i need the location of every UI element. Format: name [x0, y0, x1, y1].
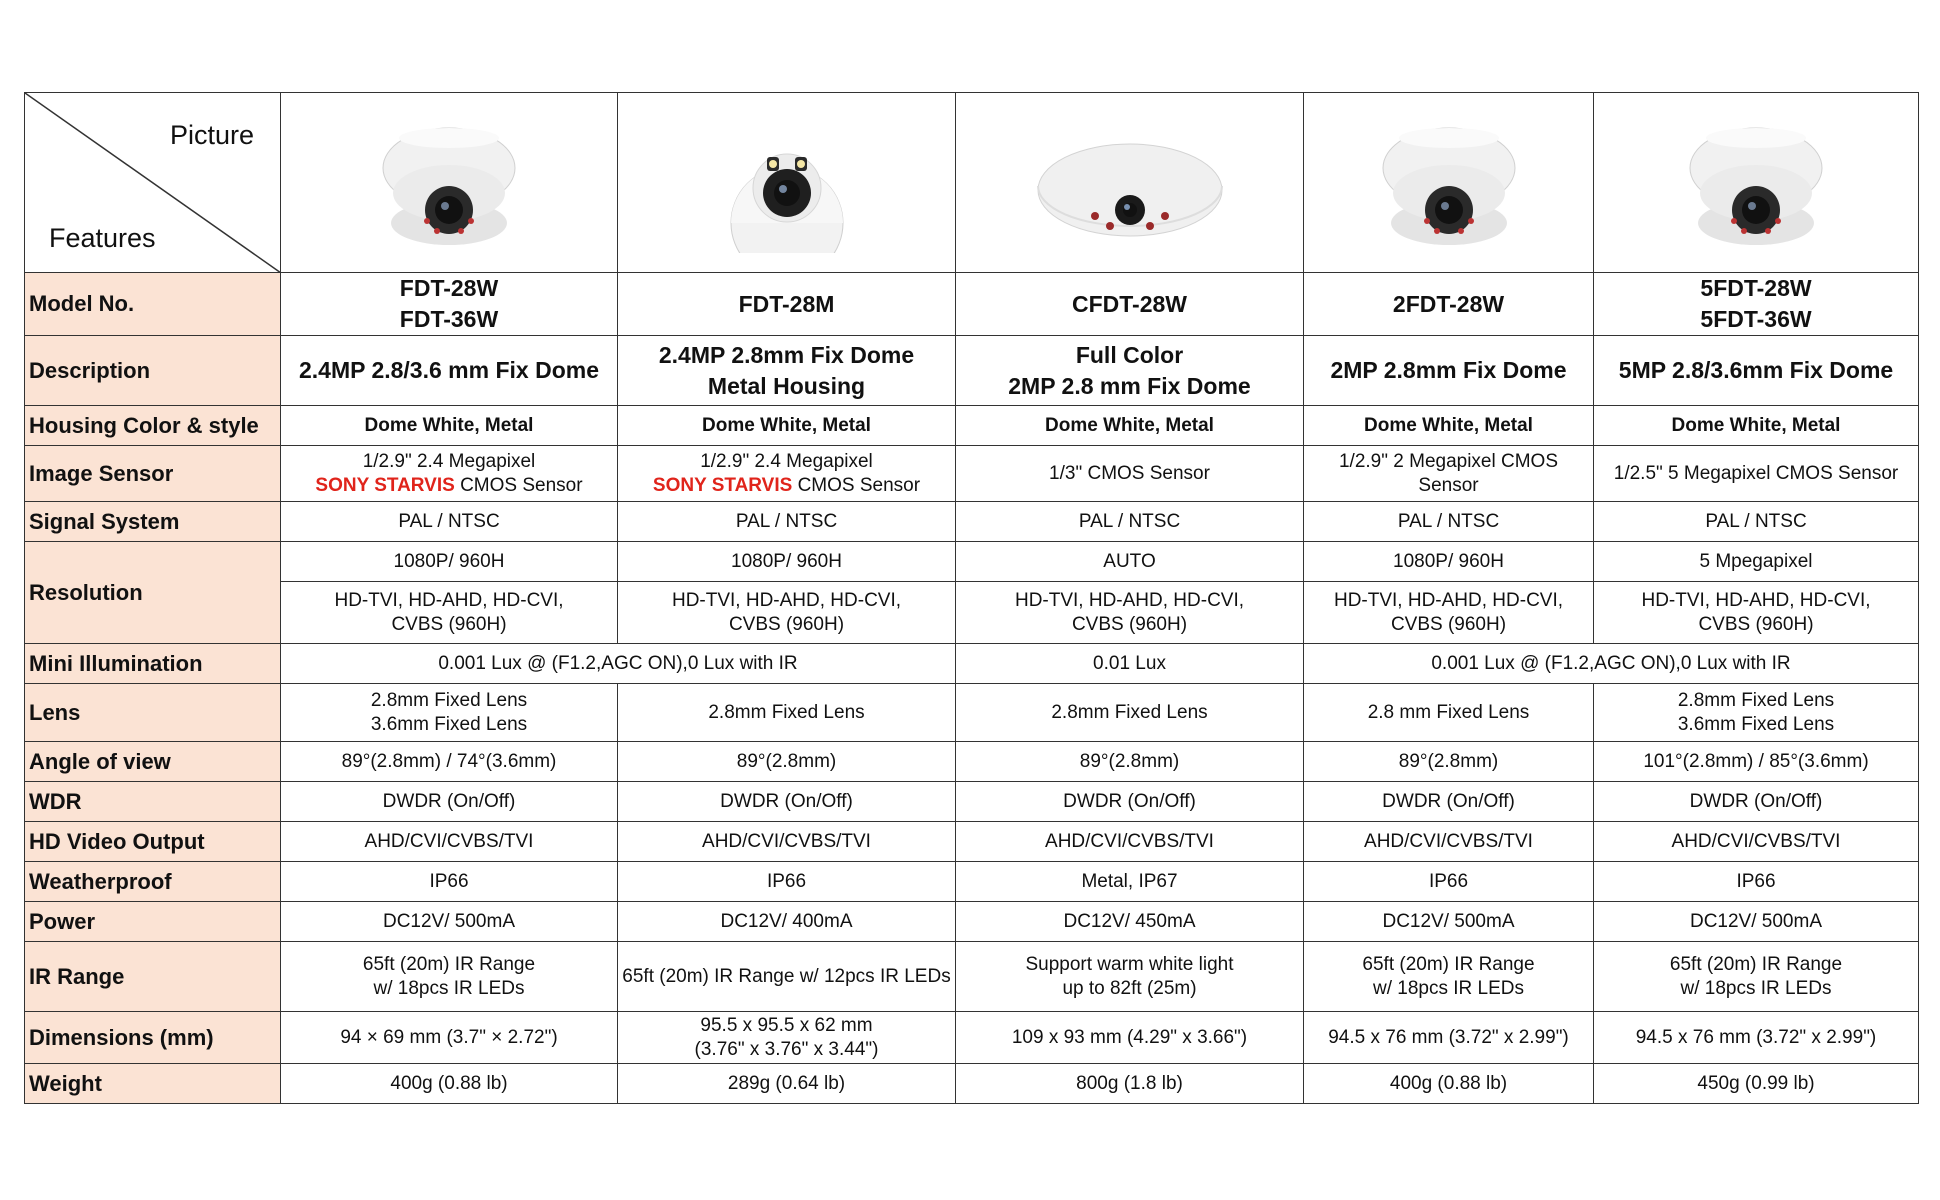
angle-value: 89°(2.8mm) [956, 742, 1304, 782]
format-value: HD-TVI, HD-AHD, HD-CVI, CVBS (960H) [1594, 582, 1919, 644]
illumination-value: 0.001 Lux @ (F1.2,AGC ON),0 Lux with IR [281, 644, 956, 684]
lens-value: 2.8mm Fixed Lens 3.6mm Fixed Lens [1594, 684, 1919, 742]
dimensions-value: 94.5 x 76 mm (3.72" x 2.99") [1304, 1012, 1594, 1064]
sensor-line: 1/3" CMOS Sensor [1049, 462, 1210, 484]
feature-label-weatherproof: Weatherproof [25, 862, 281, 902]
video_output-value: AHD/CVI/CVBS/TVI [1594, 822, 1919, 862]
header-corner-cell [25, 93, 281, 273]
sensor-value [1594, 446, 1919, 502]
weatherproof-value: IP66 [618, 862, 956, 902]
sensor-line: 1/2.9" 2.4 Megapixel [362, 450, 536, 472]
dome-camera-icon [1308, 113, 1589, 253]
sony-starvis-brand: SONY STARVIS [652, 474, 793, 496]
video_output-value: AHD/CVI/CVBS/TVI [618, 822, 956, 862]
housing-value: Dome White, Metal [1304, 406, 1594, 446]
feature-label-power: Power [25, 902, 281, 942]
angle-value: 89°(2.8mm) [1304, 742, 1594, 782]
sensor-type: CMOS Sensor [792, 474, 921, 496]
feature-label-illumination: Mini Illumination [25, 644, 281, 684]
illumination-value: 0.01 Lux [956, 644, 1304, 684]
format-value: HD-TVI, HD-AHD, HD-CVI, CVBS (960H) [281, 582, 618, 644]
feature-label-weight: Weight [25, 1064, 281, 1104]
description-value: 5MP 2.8/3.6mm Fix Dome [1594, 336, 1919, 406]
camera-picture-cell [956, 93, 1304, 273]
feature-label-ir_range: IR Range [25, 942, 281, 1012]
camera-picture-cell [618, 93, 956, 273]
feature-label-video_output: HD Video Output [25, 822, 281, 862]
power-value: DC12V/ 450mA [956, 902, 1304, 942]
wdr-value: DWDR (On/Off) [618, 782, 956, 822]
lens-value: 2.8mm Fixed Lens [618, 684, 956, 742]
feature-label-dimensions: Dimensions (mm) [25, 1012, 281, 1064]
power-value: DC12V/ 500mA [1594, 902, 1919, 942]
video_output-value: AHD/CVI/CVBS/TVI [956, 822, 1304, 862]
feature-label-housing: Housing Color & style [25, 406, 281, 446]
description-value: 2.4MP 2.8/3.6 mm Fix Dome [281, 336, 618, 406]
feature-label-lens: Lens [25, 684, 281, 742]
wdr-value: DWDR (On/Off) [956, 782, 1304, 822]
housing-value: Dome White, Metal [281, 406, 618, 446]
dome-camera-icon [1598, 113, 1914, 253]
dome-camera-icon [285, 113, 613, 253]
lens-value: 2.8 mm Fixed Lens [1304, 684, 1594, 742]
signal-value: PAL / NTSC [956, 502, 1304, 542]
ir_range-value: Support warm white light up to 82ft (25m) [956, 942, 1304, 1012]
weight-value: 450g (0.99 lb) [1594, 1064, 1919, 1104]
dimensions-value: 109 x 93 mm (4.29" x 3.66") [956, 1012, 1304, 1064]
resolution-value: 1080P/ 960H [281, 542, 618, 582]
weight-value: 289g (0.64 lb) [618, 1064, 956, 1104]
ir_range-value: 65ft (20m) IR Range w/ 18pcs IR LEDs [1304, 942, 1594, 1012]
angle-value: 89°(2.8mm) / 74°(3.6mm) [281, 742, 618, 782]
resolution-value: 1080P/ 960H [1304, 542, 1594, 582]
picture-header-label: Picture [169, 120, 254, 150]
housing-value: Dome White, Metal [618, 406, 956, 446]
ir_range-value: 65ft (20m) IR Range w/ 12pcs IR LEDs [618, 942, 956, 1012]
feature-label-wdr: WDR [25, 782, 281, 822]
sensor-line: 1/2.5" 5 Megapixel CMOS Sensor [1613, 462, 1899, 484]
weight-value: 800g (1.8 lb) [956, 1064, 1304, 1104]
weatherproof-value: IP66 [1594, 862, 1919, 902]
sensor-type: CMOS Sensor [454, 474, 583, 496]
description-value: 2MP 2.8mm Fix Dome [1304, 336, 1594, 406]
power-value: DC12V/ 500mA [1304, 902, 1594, 942]
resolution-value: 5 Mpegapixel [1594, 542, 1919, 582]
feature-label-resolution: Resolution [25, 542, 281, 644]
dimensions-value: 94.5 x 76 mm (3.72" x 2.99") [1594, 1012, 1919, 1064]
feature-label-description: Description [25, 336, 281, 406]
sensor-line: 1/2.9" 2 Megapixel CMOS Sensor [1338, 450, 1558, 496]
dimensions-value: 95.5 x 95.5 x 62 mm (3.76" x 3.76" x 3.44") [618, 1012, 956, 1064]
weatherproof-value: Metal, IP67 [956, 862, 1304, 902]
model-value: 5FDT-28W 5FDT-36W [1594, 273, 1919, 336]
sensor-value [281, 446, 618, 502]
power-value: DC12V/ 500mA [281, 902, 618, 942]
feature-label-sensor: Image Sensor [25, 446, 281, 502]
ir_range-value: 65ft (20m) IR Range w/ 18pcs IR LEDs [281, 942, 618, 1012]
housing-value: Dome White, Metal [1594, 406, 1919, 446]
wdr-value: DWDR (On/Off) [1594, 782, 1919, 822]
camera-picture-cell [1304, 93, 1594, 273]
lens-value: 2.8mm Fixed Lens [956, 684, 1304, 742]
vandal-dome-camera-icon [622, 113, 951, 253]
wdr-value: DWDR (On/Off) [1304, 782, 1594, 822]
weight-value: 400g (0.88 lb) [281, 1064, 618, 1104]
dimensions-value: 94 × 69 mm (3.7" × 2.72") [281, 1012, 618, 1064]
wdr-value: DWDR (On/Off) [281, 782, 618, 822]
description-value: 2.4MP 2.8mm Fix Dome Metal Housing [618, 336, 956, 406]
format-value: HD-TVI, HD-AHD, HD-CVI, CVBS (960H) [1304, 582, 1594, 644]
resolution-value: 1080P/ 960H [618, 542, 956, 582]
ir_range-value: 65ft (20m) IR Range w/ 18pcs IR LEDs [1594, 942, 1919, 1012]
angle-value: 101°(2.8mm) / 85°(3.6mm) [1594, 742, 1919, 782]
feature-label-angle: Angle of view [25, 742, 281, 782]
housing-value: Dome White, Metal [956, 406, 1304, 446]
video_output-value: AHD/CVI/CVBS/TVI [281, 822, 618, 862]
spec-comparison-table [24, 92, 1919, 1104]
signal-value: PAL / NTSC [1304, 502, 1594, 542]
model-value: 2FDT-28W [1304, 273, 1594, 336]
format-value: HD-TVI, HD-AHD, HD-CVI, CVBS (960H) [956, 582, 1304, 644]
feature-label-signal: Signal System [25, 502, 281, 542]
weight-value: 400g (0.88 lb) [1304, 1064, 1594, 1104]
description-value: Full Color 2MP 2.8 mm Fix Dome [956, 336, 1304, 406]
resolution-value: AUTO [956, 542, 1304, 582]
model-value: CFDT-28W [956, 273, 1304, 336]
full-color-dome-camera-icon [960, 128, 1299, 238]
signal-value: PAL / NTSC [281, 502, 618, 542]
camera-picture-cell [281, 93, 618, 273]
illumination-value: 0.001 Lux @ (F1.2,AGC ON),0 Lux with IR [1304, 644, 1919, 684]
format-value: HD-TVI, HD-AHD, HD-CVI, CVBS (960H) [618, 582, 956, 644]
weatherproof-value: IP66 [281, 862, 618, 902]
sensor-value [618, 446, 956, 502]
features-header-label: Features [49, 223, 156, 253]
signal-value: PAL / NTSC [1594, 502, 1919, 542]
model-value: FDT-28W FDT-36W [281, 273, 618, 336]
sensor-value [956, 446, 1304, 502]
video_output-value: AHD/CVI/CVBS/TVI [1304, 822, 1594, 862]
angle-value: 89°(2.8mm) [618, 742, 956, 782]
camera-picture-cell [1594, 93, 1919, 273]
sony-starvis-brand: SONY STARVIS [315, 474, 455, 496]
power-value: DC12V/ 400mA [618, 902, 956, 942]
model-value: FDT-28M [618, 273, 956, 336]
sensor-line: 1/2.9" 2.4 Megapixel [700, 450, 873, 472]
lens-value: 2.8mm Fixed Lens 3.6mm Fixed Lens [281, 684, 618, 742]
sensor-value [1304, 446, 1594, 502]
signal-value: PAL / NTSC [618, 502, 956, 542]
weatherproof-value: IP66 [1304, 862, 1594, 902]
feature-label-model: Model No. [25, 273, 281, 336]
